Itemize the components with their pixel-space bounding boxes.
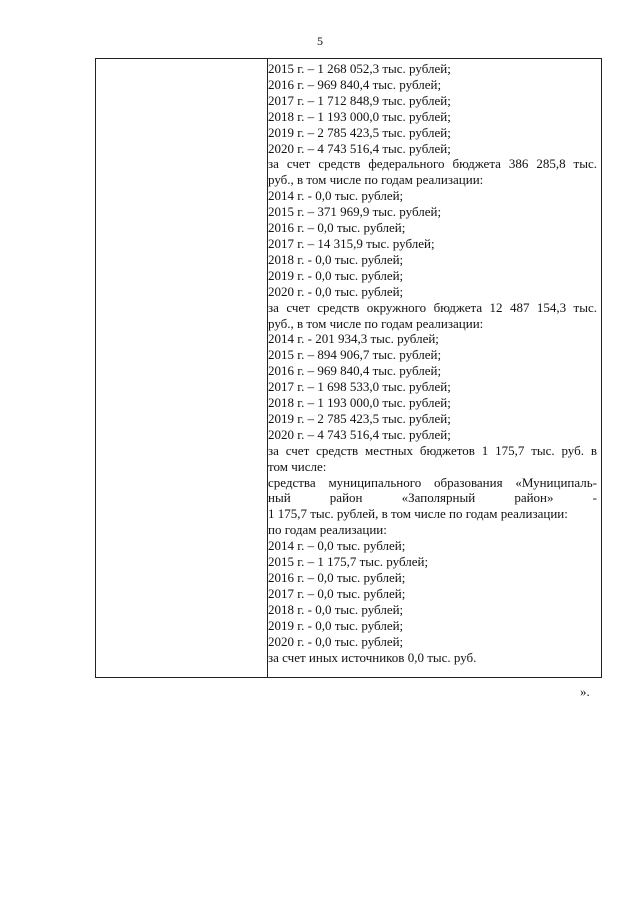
text-line: 2017 г. – 0,0 тыс. рублей; [268, 585, 406, 601]
text-line: 2017 г. – 1 698 533,0 тыс. рублей; [268, 379, 451, 395]
text-line: за счет средств федерального бюджета 386 285,8 тыс. [268, 156, 597, 172]
text-line: том числе: [268, 458, 327, 474]
text-line: 2015 г. – 894 906,7 тыс. рублей; [268, 347, 442, 363]
text-line: 2016 г. – 0,0 тыс. рублей; [268, 570, 406, 585]
text-line: 2017 г. – 14 315,9 тыс. рублей; [268, 235, 435, 251]
text-line: ный район «Заполярный район» - [268, 490, 597, 506]
text-line: за счет средств местных бюджетов 1 175,7 тыс. руб. в [268, 442, 597, 458]
text-line: 2020 г. – 4 743 516,4 тыс. рублей; [268, 426, 451, 442]
closing-quote-mark: ». [580, 684, 590, 699]
text-line: 2019 г. - 0,0 тыс. рублей; [268, 267, 404, 283]
text-line: 2019 г. - 0,0 тыс. рублей; [268, 617, 404, 633]
text-line: 2018 г. - 0,0 тыс. рублей; [268, 251, 404, 267]
funding-table [95, 58, 602, 678]
page-number: 5 [317, 34, 323, 48]
text-line: руб., в том числе по годам реализации: [268, 315, 484, 331]
text-line: 2020 г. – 4 743 516,4 тыс. рублей; [268, 140, 451, 156]
text-line: 2014 г. - 0,0 тыс. рублей; [268, 188, 404, 204]
text-line: за счет средств окружного бюджета 12 487 154,3 тыс. [268, 299, 597, 315]
text-line: 2017 г. – 1 712 848,9 тыс. рублей; [268, 92, 451, 108]
text-line: 2015 г. – 1 175,7 тыс. рублей; [268, 554, 429, 570]
text-line: средства муниципального образования «Муниципаль- [268, 474, 597, 490]
funding-text-cell [268, 61, 597, 665]
text-line: 2018 г. – 1 193 000,0 тыс. рублей; [268, 108, 451, 124]
text-line: 1 175,7 тыс. рублей, в том числе по годам реализации: [268, 506, 568, 522]
text-line: 2016 г. – 0,0 тыс. рублей; [268, 220, 406, 236]
text-line: 2020 г. - 0,0 тыс. рублей; [268, 633, 404, 649]
text-line: 2014 г. - 201 934,3 тыс. рублей; [268, 331, 439, 347]
text-line: 2018 г. - 0,0 тыс. рублей; [268, 601, 404, 617]
text-line: 2019 г. – 2 785 423,5 тыс. рублей; [268, 410, 451, 426]
text-line: 2015 г. – 371 969,9 тыс. рублей; [268, 204, 442, 220]
text-line: 2015 г. – 1 268 052,3 тыс. рублей; [268, 61, 451, 76]
text-line: 2019 г. – 2 785 423,5 тыс. рублей; [268, 124, 451, 140]
text-line: 2016 г. – 969 840,4 тыс. рублей; [268, 363, 442, 379]
text-line: 2020 г. - 0,0 тыс. рублей; [268, 283, 404, 299]
text-line: 2014 г. – 0,0 тыс. рублей; [268, 538, 406, 554]
text-line: руб., в том числе по годам реализации: [268, 172, 484, 188]
text-line: 2018 г. – 1 193 000,0 тыс. рублей; [268, 395, 451, 411]
table-left-cell [96, 59, 268, 677]
text-line: по годам реализации: [268, 522, 387, 538]
text-line: 2016 г. – 969 840,4 тыс. рублей; [268, 76, 442, 92]
text-line: за счет иных источников 0,0 тыс. руб. [268, 649, 477, 665]
